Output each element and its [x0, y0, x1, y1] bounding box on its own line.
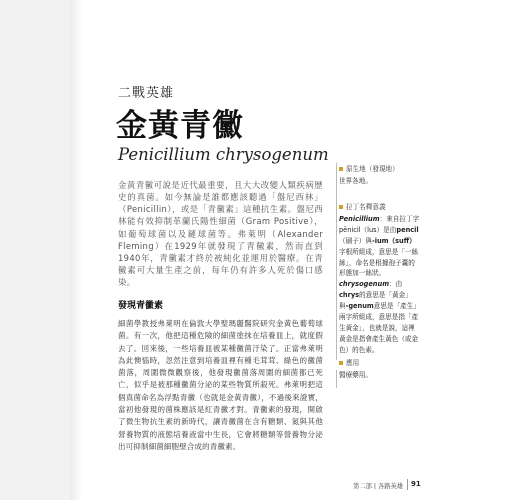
page-gutter-shadow: [70, 0, 82, 500]
page-title: 金黃青黴: [116, 108, 244, 144]
note-heading: 拉丁名釋意義: [346, 203, 386, 211]
sidebar-divider: [336, 163, 337, 360]
intro-paragraph: 金黃青黴可說是近代最重要，且大大改變人類疾病歷史的真菌。如今無論是誰都應該聽過「盤尼西林」（Penicillin），或是「青黴素」這種抗生素。盤尼西林能有效抑制革蘭氏陽性細菌（Gram Positive），如葡萄球菌以及鏈球菌等。弗萊明（Alexander Fleming）在1929年就發現了青黴素，然而直到1940年，青黴素才終於被純化並運用於醫療。在青黴素可大量生產之前，每年仍有許多人死於傷口感染。: [118, 180, 323, 288]
square-marker-icon: [339, 205, 343, 209]
note-text: 醫療藥用。: [339, 370, 372, 379]
latin-name: Penicillium chrysogenum: [118, 145, 329, 164]
page-number: 91: [411, 480, 421, 488]
section-heading: 發現青黴素: [118, 301, 164, 311]
latin-term: Penicillium: [339, 214, 380, 223]
body-paragraph: 細菌學教授弗萊明在倫敦大學聖瑪麗醫院研究金黃色葡萄球菌。有一次，他把這種危險的細菌塗抹在培養皿上，就度假去了。回來後，一些培養皿被某種黴菌汙染了。正當弗萊明為此懊惱時，忽然注意到培養皿裡有種毛茸茸、綠色的黴菌菌落，周圍微微觀察後，他發現黴菌落周圍的細菌都已死亡，似乎是被那種黴菌分泌的某些物質所殺死。弗萊明把這個真菌命名為浮點青黴（也就是金黃青黴），不過後來證實，當初他發現的菌株應該是紅青黴才對。青黴素的發現，開啟了微生物抗生素的新時代，讓青黴菌在含有糖類、氮與其他營養物質的液態培養液當中生長，它會將糖類等營養物分泌出可抑制細菌細胞壁合成的青黴素。: [118, 319, 323, 451]
note-heading: 原生地（發現地）: [346, 165, 399, 173]
sidebar-divider-end: [336, 370, 337, 388]
note-text: 世界各地。: [339, 176, 372, 185]
sidebar-note-etymology: [339, 202, 421, 356]
note-heading: 應用: [346, 359, 360, 367]
footer-section-text: 第二部 | 各路英雄: [353, 483, 404, 490]
footer-divider: [407, 479, 408, 490]
latin-term: chrysogenum: [339, 280, 390, 289]
square-marker-icon: [339, 167, 343, 171]
square-marker-icon: [339, 361, 343, 365]
sidebar-note-origin: [339, 164, 421, 187]
sidebar-note-uses: [339, 358, 421, 381]
note-text: Penicillium：來自拉丁字 pēnicil（lus）是由pencil（刷子）與-ium（suff）字根所組成，意思是「一絲絲」，命名是根據孢子囊的形態加一絲狀。chrysogenum：由chrys的意思是「黃金」與-genum意思是「產生」兩字所組成，意思是指「產生黃金」，也就是說，這裡黃金是指會產生黃色（或金色）的色素。: [339, 214, 420, 354]
section-label: 二戰英雄: [118, 86, 175, 101]
